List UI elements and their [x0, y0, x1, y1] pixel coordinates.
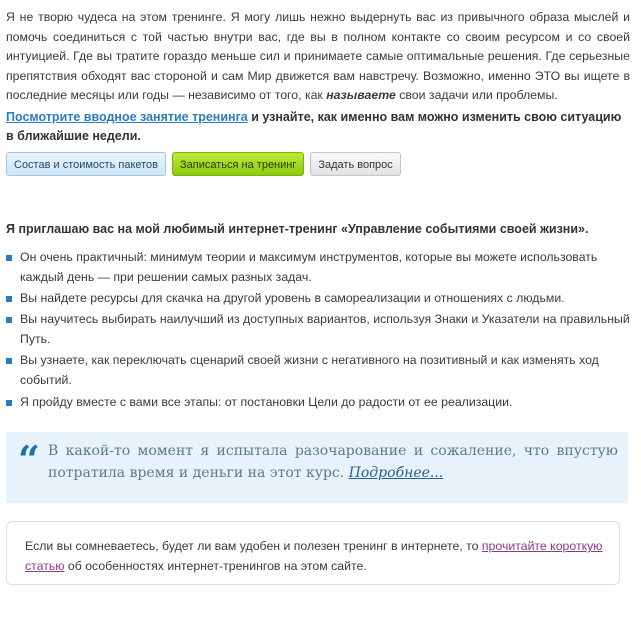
quote-mark-icon: “ — [18, 437, 40, 482]
list-item-text: Вы найдете ресурсы для скачка на другой уровень в самореализации и отношениях с людьми. — [20, 291, 565, 306]
list-item-text: Вы научитесь выбирать наилучший из доступных вариантов, используя Знаки и Указатели на правильный Путь. — [20, 312, 630, 347]
video-lesson-link[interactable]: Посмотрите вводное занятие тренинга — [6, 110, 248, 124]
testimonial-body: В какой-то момент я испытала разочарование и сожаление, что впустую потратила время и деньги на этот курс. — [48, 443, 618, 481]
square-bullet-icon — [6, 317, 12, 323]
square-bullet-icon — [6, 296, 12, 302]
square-bullet-icon — [6, 358, 12, 364]
list-item-text: Он очень практичный: минимум теории и максимум инструментов, которые вы можете использовать каждый день — при решении самых разных задач. — [20, 250, 598, 284]
packages-button[interactable]: Состав и стоимость пакетов — [6, 152, 166, 176]
list-item-text: Я пройду вместе с вами все этапы: от постановки Цели до радости от ее реализации. — [20, 394, 513, 409]
square-bullet-icon — [6, 400, 12, 406]
testimonial-more-link[interactable]: Подробнее... — [348, 465, 444, 481]
list-item — [6, 289, 631, 309]
intro-emphasis: называете — [326, 88, 396, 103]
benefits-list — [6, 248, 631, 414]
list-item — [6, 248, 631, 288]
ask-question-button[interactable]: Задать вопрос — [310, 152, 400, 176]
signup-button[interactable]: Записаться на тренинг — [172, 152, 304, 176]
training-invitation-heading: Я приглашаю вас на мой любимый интернет-тренинг «Управление событиями своей жизни». — [6, 222, 589, 236]
article-link[interactable]: прочитайте короткую статью — [25, 539, 603, 573]
list-item-text: Вы узнаете, как переключать сценарий своей жизни с негативного на позитивный и как изменять ход событий. — [20, 353, 599, 388]
action-buttons — [6, 152, 401, 178]
testimonial-quote — [6, 432, 628, 503]
note-text-before: Если вы сомневаетесь, будет ли вам удобен и полезен тренинг в интернете, то — [25, 539, 482, 553]
video-invitation-text: и узнайте, как именно вам можно изменить свою ситуацию в ближайшие недели. — [6, 110, 622, 143]
square-bullet-icon — [6, 255, 12, 261]
intro-text-part2: свои задачи или проблемы. — [395, 88, 558, 103]
online-training-note — [6, 521, 620, 585]
note-text — [25, 537, 605, 576]
video-invitation — [6, 108, 626, 146]
testimonial-text — [48, 440, 618, 484]
list-item — [6, 393, 631, 413]
list-item — [6, 310, 631, 350]
intro-text-part1: Я не творю чудеса на этом тренинге. Я могу лишь нежно выдернуть вас из привычного образа мыслей и помочь соединиться с той частью внутри вас, где вы в полном контакте со своим ресурсом и со своей интуицией. Где вы тратите гораздо меньше сил и принимаете самые оптимальные решения. Где серьезные препятствия обходят вас стороной и сам Мир движется вам навстречу. Возможно, именно ЭТО вы ищете в последние месяцы или годы — независимо от того, как — [6, 10, 630, 103]
note-text-after: об особенностях интернет-тренингов на этом сайте. — [64, 558, 367, 573]
intro-paragraph — [6, 8, 630, 106]
list-item — [6, 351, 631, 391]
